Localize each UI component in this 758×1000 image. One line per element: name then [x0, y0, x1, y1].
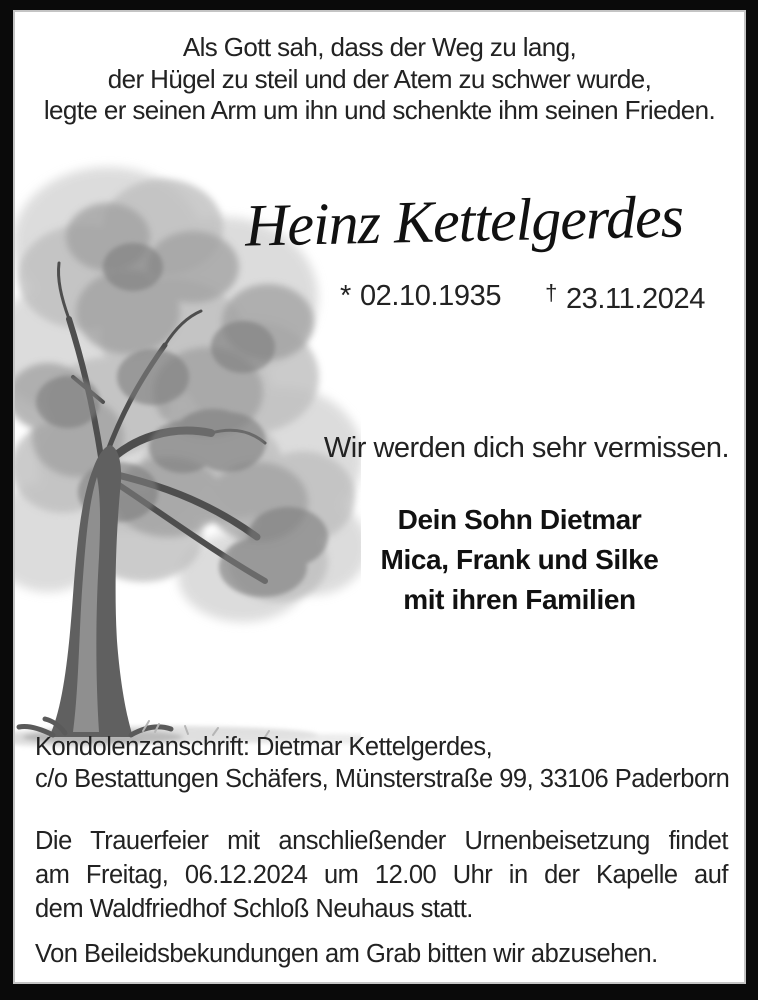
quote-line: der Hügel zu steil und der Atem zu schwer wurde,	[107, 63, 652, 94]
signature-line: Mica, Frank und Silke	[380, 544, 659, 575]
quote-line: legte er seinen Arm um ihn und schenkte ihm seinen Frieden.	[43, 95, 716, 125]
birth-star-symbol: *	[340, 280, 351, 312]
family-signature	[315, 500, 724, 620]
service-details	[35, 824, 728, 926]
signature-line: Dein Sohn Dietmar	[397, 504, 642, 535]
life-dates	[315, 280, 730, 316]
birth-date-group	[340, 280, 501, 316]
farewell-message: Wir werden dich sehr vermissen.	[323, 432, 730, 464]
death-date-group	[545, 280, 705, 316]
service-line: Die Trauerfeier mit anschließender Urnenbeisetzung findet	[35, 827, 728, 855]
service-line: am Freitag, 06.12.2024 um 12.00 Uhr in der Kapelle auf	[35, 861, 728, 889]
signature-line: mit ihren Familien	[403, 584, 636, 615]
quote-line: Als Gott sah, dass der Weg zu lang,	[182, 32, 577, 62]
obituary-sheet	[15, 12, 744, 982]
death-date: 23.11.2024	[565, 283, 705, 315]
opening-quote	[15, 32, 744, 127]
condolence-address	[35, 732, 730, 795]
birth-date: 02.10.1935	[359, 280, 502, 312]
service-line: dem Waldfriedhof Schloß Neuhaus statt.	[35, 895, 473, 923]
death-cross-symbol: †	[545, 280, 557, 305]
deceased-name: Heinz Kettelgerdes	[244, 183, 684, 259]
condolence-line: c/o Bestattungen Schäfers, Münsterstraße 99, 33106 Paderborn	[35, 764, 730, 793]
closing-note: Von Beileidsbekundungen am Grab bitten wir abzusehen.	[35, 940, 658, 968]
condolence-line: Kondolenzanschrift: Dietmar Kettelgerdes,	[35, 733, 493, 761]
